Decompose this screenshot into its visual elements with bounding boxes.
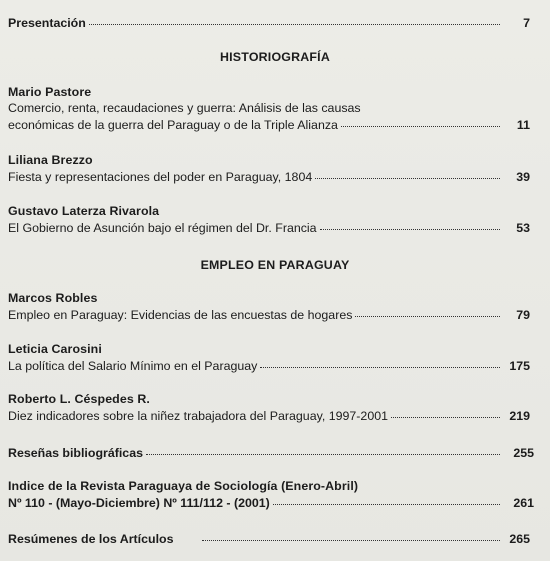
toc-entry-resumenes (8, 530, 534, 547)
toc-entry-pastore (8, 84, 534, 133)
page-number: 261 (513, 496, 534, 510)
author-name: Liliana Brezzo (8, 153, 93, 167)
toc-line (8, 357, 534, 374)
dot-leader (341, 114, 500, 127)
toc-line (8, 14, 534, 31)
article-title-line: Fiesta y representaciones del poder en Paraguay, 1804 (8, 170, 313, 184)
section-heading-empleo: EMPLEO EN PARAGUAY (200, 258, 350, 272)
dot-leader (320, 217, 500, 230)
article-title-line: Empleo en Paraguay: Evidencias de las encuestas de hogares (8, 308, 353, 322)
toc-entry-resenas (8, 444, 534, 461)
dot-leader (202, 528, 501, 541)
page-number: 219 (509, 409, 530, 423)
toc-entry-brezzo (8, 152, 534, 185)
dot-leader (391, 405, 500, 418)
page-number: 79 (516, 308, 530, 322)
toc-line (8, 407, 534, 424)
toc-line (8, 116, 534, 133)
entry-title-line: Nº 110 - (Mayo-Diciembre) Nº 111/112 - (2001) (8, 496, 270, 510)
dot-leader (146, 442, 500, 455)
toc-entry-robles (8, 290, 534, 323)
author-name: Marcos Robles (8, 291, 98, 305)
author-name: Roberto L. Céspedes R. (8, 392, 150, 406)
dot-leader (273, 492, 500, 505)
toc-line (8, 494, 534, 511)
author-name: Mario Pastore (8, 85, 92, 99)
page-number: 53 (516, 221, 530, 235)
toc-entry-carosini (8, 341, 534, 374)
toc-entry-presentacion (8, 14, 534, 31)
toc-line (8, 168, 534, 185)
dot-leader (89, 12, 500, 25)
article-title-line: Diez indicadores sobre la niñez trabajadora del Paraguay, 1997-2001 (8, 409, 388, 423)
entry-title-line: Indice de la Revista Paraguaya de Sociología (Enero-Abril) (8, 479, 359, 493)
page-number: 255 (513, 446, 534, 460)
toc-entry-cespedes (8, 391, 534, 424)
page-number: 11 (516, 118, 530, 132)
page-number: 175 (509, 359, 530, 373)
article-title-line: El Gobierno de Asunción bajo el régimen del Dr. Francia (8, 221, 317, 235)
toc-line (8, 219, 534, 236)
toc-entry-laterza (8, 203, 534, 236)
entry-title: Resúmenes de los Artículos (8, 532, 174, 546)
section-heading-historiografia: HISTORIOGRAFÍA (220, 50, 330, 64)
article-title-line: Comercio, renta, recaudaciones y guerra: Análisis de las causas (8, 101, 361, 115)
toc-line (8, 530, 534, 547)
dot-leader (315, 166, 500, 179)
article-title-line: económicas de la guerra del Paraguay o de la Triple Alianza (8, 118, 338, 132)
dot-leader (355, 304, 500, 317)
page-number: 39 (516, 170, 530, 184)
author-name: Gustavo Laterza Rivarola (8, 204, 160, 218)
entry-title: Reseñas bibliográficas (8, 446, 143, 460)
page-number: 265 (509, 532, 530, 546)
toc-line (8, 444, 534, 461)
article-title-line: La política del Salario Mínimo en el Paraguay (8, 359, 258, 373)
author-name: Leticia Carosini (8, 342, 102, 356)
page-number: 7 (523, 16, 530, 30)
toc-entry-indice (8, 478, 534, 511)
entry-title: Presentación (8, 16, 86, 30)
toc-line (8, 306, 534, 323)
dot-leader (260, 355, 500, 368)
